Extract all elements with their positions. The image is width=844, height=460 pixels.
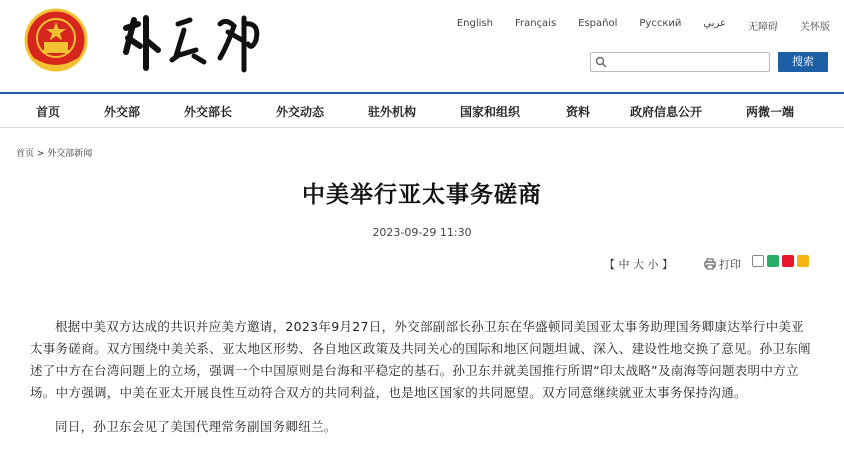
share-icon[interactable] [752,255,764,267]
search-button[interactable]: 搜索 [778,52,828,72]
search-box [590,52,770,72]
main-nav [0,92,844,128]
nav-activities[interactable]: 外交动态 [276,105,325,119]
lang-english[interactable]: English [456,18,493,29]
language-bar [435,18,830,33]
lang-french[interactable]: Français [514,18,557,29]
lang-spanish[interactable]: Español [578,18,618,29]
elder-care-link[interactable]: 关怀版 [800,22,830,33]
site-logo-calligraphy[interactable] [116,10,276,74]
nav-minister[interactable]: 外交部长 [184,105,233,119]
printer-icon [704,258,716,270]
accessibility-link[interactable]: 无障碍 [748,22,778,33]
search-input[interactable] [611,56,765,74]
nav-gov-info[interactable]: 政府信息公开 [630,105,703,119]
print-label: 打印 [719,258,741,271]
breadcrumb[interactable]: 首页 > 外交部新闻 [16,149,93,159]
wechat-icon[interactable] [767,255,779,267]
nav-ministry[interactable]: 外交部 [104,105,141,119]
search-icon [595,56,607,68]
article-paragraph: 根据中美双方达成的共识并应美方邀请，2023年9月27日，外交部副部长孙卫东在华盛顿同美国亚太事务助理国务卿康达举行中美亚太事务磋商。双方围绕中美关系、亚太地区形势、各自地区政策及共同关心的国际和地区问题坦诚、深入、建设性地交换了意见。孙卫东阐述了中方在台湾问题上的立场，强调一个中国原则是台海和平稳定的基石。孙卫东并就美国推行所谓“印太战略”及南海等问题表明中方立场。中方强调，中美在亚太开展良性互动符合双方的共同利益，也是地区国家的共同愿望。双方同意继续就亚太事务保持沟通。 [30,319,811,400]
qzone-icon[interactable] [797,255,809,267]
share-buttons [752,255,809,267]
nav-social[interactable]: 两微一端 [746,105,795,119]
nav-countries[interactable]: 国家和组织 [460,105,521,119]
print-button[interactable] [704,256,741,272]
font-size-controls[interactable]: 【 中 大 小 】 [604,258,673,271]
lang-arabic[interactable]: عربي [703,18,726,29]
article-date: 2023-09-29 11:30 [372,226,472,239]
article-paragraph: 同日，孙卫东会见了美国代理常务副国务卿纽兰。 [55,419,337,434]
nav-missions[interactable]: 驻外机构 [368,105,417,119]
national-emblem-icon [24,8,88,74]
weibo-icon[interactable] [782,255,794,267]
article-title: 中美举行亚太事务磋商 [302,182,542,208]
nav-resources[interactable]: 资料 [566,105,591,119]
lang-russian[interactable]: Pусский [639,18,682,29]
nav-home[interactable]: 首页 [36,105,61,119]
